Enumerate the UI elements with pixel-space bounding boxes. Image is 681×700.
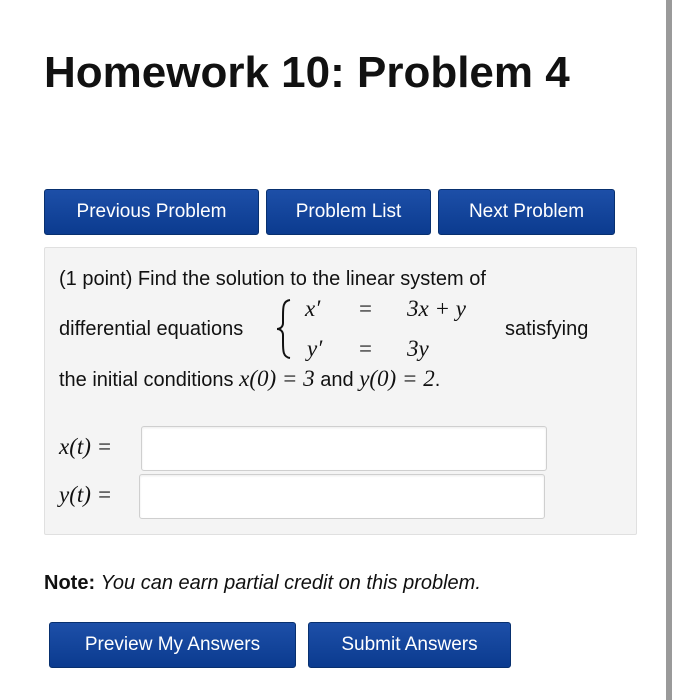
note-label: Note:: [44, 572, 96, 594]
preview-answers-button[interactable]: Preview My Answers: [49, 622, 296, 668]
problem-list-button[interactable]: Problem List: [266, 189, 431, 235]
equation-1-equals: =: [359, 296, 372, 321]
initial-condition-x: x(0) = 3: [239, 366, 315, 391]
initial-condition-y: y(0) = 2: [359, 366, 435, 391]
equation-1-rhs: 3x + y: [407, 296, 466, 321]
submit-answers-button[interactable]: Submit Answers: [308, 622, 511, 668]
problem-panel: [44, 247, 637, 535]
partial-credit-note: [44, 572, 481, 595]
equation-2-lhs: y′: [307, 336, 323, 361]
answer-y-label: y(t) =: [59, 482, 113, 507]
previous-problem-button[interactable]: Previous Problem: [44, 189, 259, 235]
initial-conditions: the initial conditions x(0) = 3 and y(0) = 2.: [59, 366, 441, 391]
answer-x-label: x(t) =: [59, 434, 113, 459]
problem-lead-text: differential equations: [59, 318, 244, 340]
note-text: You can earn partial credit on this problem.: [100, 572, 481, 594]
equation-1-lhs: x′: [305, 296, 321, 321]
next-problem-button[interactable]: Next Problem: [438, 189, 615, 235]
problem-trail-text: satisfying: [505, 318, 589, 340]
equation-2-rhs: 3y: [407, 336, 429, 361]
answer-x-input[interactable]: [141, 426, 547, 471]
answer-y-input[interactable]: [139, 474, 545, 519]
problem-intro: (1 point) Find the solution to the linear system of: [59, 268, 486, 290]
system-brace: [274, 298, 294, 360]
equation-2-equals: =: [359, 336, 372, 361]
page-right-border: [666, 0, 672, 700]
page-title: Homework 10: Problem 4: [44, 48, 570, 97]
